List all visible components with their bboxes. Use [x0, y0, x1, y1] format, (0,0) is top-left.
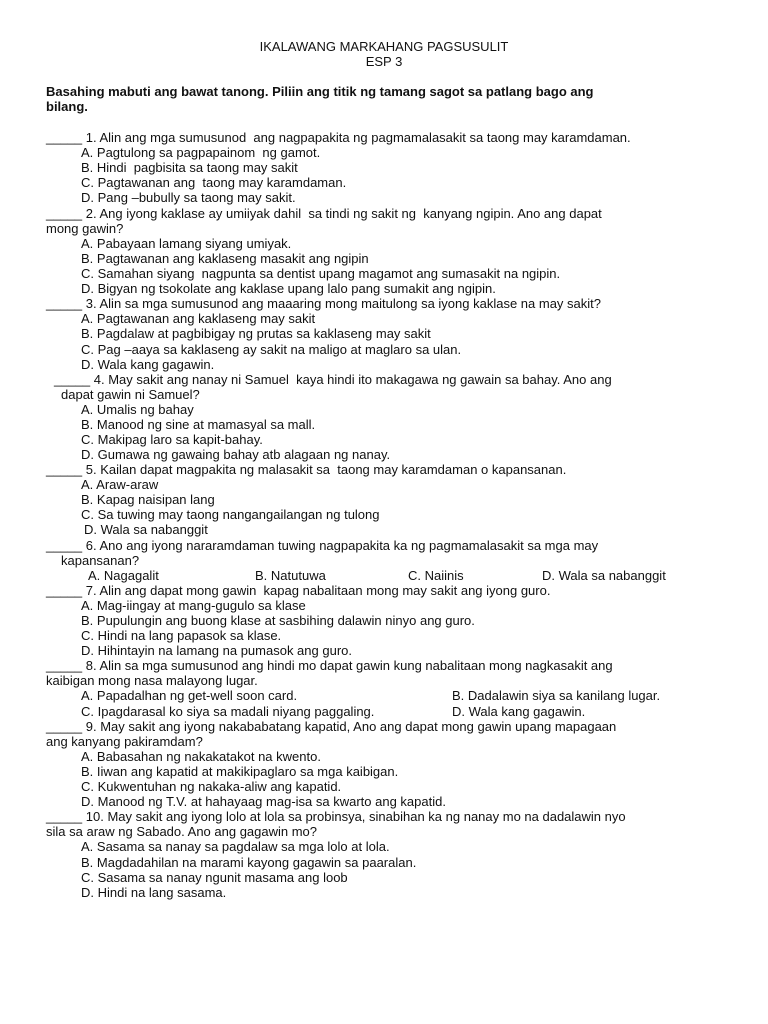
instructions-line-2: bilang. [46, 99, 88, 114]
question-10-option-d: D. Hindi na lang sasama. [81, 885, 227, 900]
question-4-option-d: D. Gumawa ng gawaing bahay atb alagaan ng nanay. [81, 447, 391, 462]
question-4-option-a: A. Umalis ng bahay [81, 402, 194, 417]
question-5-option-b: B. Kapag naisipan lang [81, 492, 215, 507]
question-9-option-b: B. Iiwan ang kapatid at makikipaglaro sa mga kaibigan. [81, 764, 399, 779]
question-2-option-c: C. Samahan siyang nagpunta sa dentist upang magamot ang sumasakit na ngipin. [81, 266, 561, 281]
question-1-option-c: C. Pagtawanan ang taong may karamdaman. [81, 175, 347, 190]
question-4-stem: _____ 4. May sakit ang nanay ni Samuel kaya hindi ito makagawa ng gawain sa bahay. Ano ang [54, 372, 612, 387]
question-2-option-a: A. Pabayaan lamang siyang umiyak. [81, 236, 292, 251]
question-6-stem: _____ 6. Ano ang iyong nararamdaman tuwing nagpapakita ka ng pagmamalasakit sa mga may [46, 538, 599, 553]
question-7-option-a: A. Mag-iingay at mang-gugulo sa klase [81, 598, 306, 613]
question-5-stem: _____ 5. Kailan dapat magpakita ng malasakit sa taong may karamdaman o kapansanan. [46, 462, 567, 477]
question-7-option-b: B. Pupulungin ang buong klase at sasbihing dalawin ninyo ang guro. [81, 613, 475, 628]
question-5-option-c: C. Sa tuwing may taong nangangailangan ng tulong [81, 507, 380, 522]
question-6-option-c: C. Naiinis [408, 568, 464, 583]
question-3-option-a: A. Pagtawanan ang kaklaseng may sakit [81, 311, 316, 326]
question-9-option-d: D. Manood ng T.V. at hahayaag mag-isa sa kwarto ang kapatid. [81, 794, 446, 809]
question-5-option-d: D. Wala sa nabanggit [84, 522, 208, 537]
question-4-option-c: C. Makipag laro sa kapit-bahay. [81, 432, 263, 447]
question-7-option-d: D. Hihintayin na lamang na pumasok ang guro. [81, 643, 352, 658]
question-9-option-a: A. Babasahan ng nakakatakot na kwento. [81, 749, 321, 764]
question-8-option-b: B. Dadalawin siya sa kanilang lugar. [452, 688, 661, 703]
question-2-option-d: D. Bigyan ng tsokolate ang kaklase upang lalo pang sumakit ang ngipin. [81, 281, 496, 296]
question-3-option-b: B. Pagdalaw at pagbibigay ng prutas sa kaklaseng may sakit [81, 326, 431, 341]
question-6-option-a: A. Nagagalit [88, 568, 159, 583]
question-1-option-d: D. Pang –bubully sa taong may sakit. [81, 190, 296, 205]
question-1-option-a: A. Pagtulong sa pagpapainom ng gamot. [81, 145, 321, 160]
question-4-option-b: B. Manood ng sine at mamasyal sa mall. [81, 417, 316, 432]
question-8-option-a: A. Papadalhan ng get-well soon card. [81, 688, 298, 703]
question-6-stem-continued: kapansanan? [61, 553, 140, 568]
question-2-stem: _____ 2. Ang iyong kaklase ay umiiyak dahil sa tindi ng sakit ng kanyang ngipin. Ano ang dapat [46, 206, 602, 221]
question-5-option-a: A. Araw-araw [81, 477, 159, 492]
question-10-option-c: C. Sasama sa nanay ngunit masama ang loob [81, 870, 348, 885]
question-10-stem-continued: sila sa araw ng Sabado. Ano ang gagawin mo? [46, 824, 318, 839]
question-9-stem: _____ 9. May sakit ang iyong nakababatang kapatid, Ano ang dapat mong gawin upang mapagaan [46, 719, 617, 734]
question-3-option-c: C. Pag –aaya sa kaklaseng ay sakit na maligo at maglaro sa ulan. [81, 342, 462, 357]
question-2-stem-continued: mong gawin? [46, 221, 124, 236]
question-1-stem: _____ 1. Alin ang mga sumusunod ang nagpapakita ng pagmamalasakit sa taong may karamdaman. [46, 130, 631, 145]
question-8-stem-continued: kaibigan mong nasa malayong lugar. [46, 673, 258, 688]
question-7-stem: _____ 7. Alin ang dapat mong gawin kapag nabalitaan mong may sakit ang iyong guro. [46, 583, 551, 598]
question-8-stem: _____ 8. Alin sa mga sumusunod ang hindi mo dapat gawin kung nabalitaan mong nagkasakit ang [46, 658, 613, 673]
question-9-option-c: C. Kukwentuhan ng nakaka-aliw ang kapatid. [81, 779, 342, 794]
question-1-option-b: B. Hindi pagbisita sa taong may sakit [81, 160, 298, 175]
question-10-option-a: A. Sasama sa nanay sa pagdalaw sa mga lolo at lola. [81, 839, 390, 854]
question-6-option-b: B. Natutuwa [255, 568, 326, 583]
question-10-option-b: B. Magdadahilan na marami kayong gagawin sa paaralan. [81, 855, 417, 870]
exam-title: IKALAWANG MARKAHANG PAGSUSULIT [259, 39, 509, 54]
question-8-option-c: C. Ipagdarasal ko siya sa madali niyang paggaling. [81, 704, 375, 719]
question-3-stem: _____ 3. Alin sa mga sumusunod ang maaaring mong maitulong sa iyong kaklase na may sakit? [46, 296, 601, 311]
question-4-stem-continued: dapat gawin ni Samuel? [61, 387, 200, 402]
question-9-stem-continued: ang kanyang pakiramdam? [46, 734, 203, 749]
instructions-line-1: Basahing mabuti ang bawat tanong. Piliin ang titik ng tamang sagot sa patlang bago ang [46, 84, 594, 99]
question-2-option-b: B. Pagtawanan ang kaklaseng masakit ang ngipin [81, 251, 369, 266]
question-7-option-c: C. Hindi na lang papasok sa klase. [81, 628, 282, 643]
question-3-option-d: D. Wala kang gagawin. [81, 357, 215, 372]
question-10-stem: _____ 10. May sakit ang iyong lolo at lola sa probinsya, sinabihan ka ng nanay mo na dadalawin nyo [46, 809, 626, 824]
exam-subject: ESP 3 [365, 54, 403, 69]
question-8-option-d: D. Wala kang gagawin. [452, 704, 586, 719]
question-6-option-d: D. Wala sa nabanggit [542, 568, 666, 583]
